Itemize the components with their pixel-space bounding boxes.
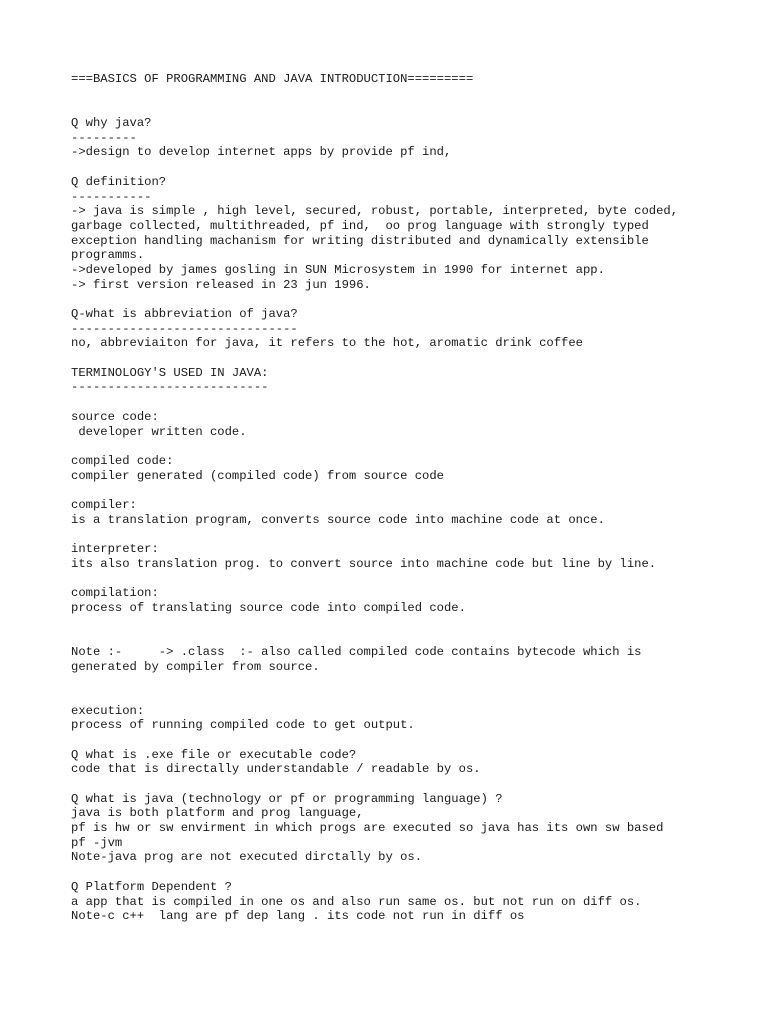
text-line: compiler generated (compiled code) from source code [71, 468, 444, 483]
blank-line [71, 87, 751, 102]
text-line: Note :- -> .class :- also called compiled code contains bytecode which is [71, 644, 642, 659]
text-line: ===BASICS OF PROGRAMMING AND JAVA INTRODUCTION========= [71, 72, 474, 86]
text-line: is a translation program, converts source code into machine code at once. [71, 512, 605, 527]
blank-line [71, 674, 751, 689]
blank-line [71, 395, 751, 410]
blank-line [71, 351, 751, 366]
text-line: execution: [71, 703, 145, 718]
text-line: -> first version released in 23 jun 1996. [71, 277, 371, 292]
text-line: compiler: [71, 497, 137, 512]
text-line: developer written code. [71, 424, 247, 439]
text-line: ->design to develop internet apps by provide pf ind, [71, 145, 452, 160]
text-line: exception handling machanism for writing distributed and dynamically extensible [71, 233, 649, 248]
text-line: --------------------------- [71, 380, 269, 395]
text-line: ->developed by james gosling in SUN Microsystem in 1990 for internet app. [71, 262, 605, 277]
text-line: -> java is simple , high level, secured, robust, portable, interpreted, byte coded, [71, 204, 679, 219]
document-text [71, 72, 751, 924]
text-line: no, abbreviaiton for java, it refers to the hot, aromatic drink coffee [71, 336, 583, 351]
blank-line [71, 733, 751, 748]
blank-line [71, 571, 751, 586]
text-line: process of running compiled code to get output. [71, 718, 415, 733]
blank-line [71, 865, 751, 880]
text-line: Note-java prog are not executed dirctally by os. [71, 850, 423, 865]
text-line: Q-what is abbreviation of java? [71, 307, 298, 321]
text-line: pf is hw or sw envirment in which progs are executed so java has its own sw based [71, 821, 664, 836]
text-line: its also translation prog. to convert source into machine code but line by line. [71, 556, 657, 571]
text-line: Q definition? [71, 174, 167, 189]
text-line: --------- [71, 130, 137, 145]
text-line: a app that is compiled in one os and also run same os. but not run on diff os. [71, 894, 642, 909]
text-line: source code: [71, 409, 159, 424]
blank-line [71, 630, 751, 645]
text-line: interpreter: [71, 542, 159, 556]
text-line: programms. [71, 248, 145, 263]
blank-line [71, 160, 751, 175]
blank-line [71, 292, 751, 307]
blank-line [71, 439, 751, 454]
text-line: Q what is .exe file or executable code? [71, 747, 357, 762]
text-line: Note-c c++ lang are pf dep lang . its code not run in diff os [71, 909, 525, 924]
text-line: java is both platform and prog language, [71, 806, 364, 821]
blank-line [71, 483, 751, 498]
blank-line [71, 615, 751, 630]
text-line: generated by compiler from source. [71, 659, 320, 674]
text-line: ------------------------------- [71, 321, 298, 336]
text-line: Q Platform Dependent ? [71, 879, 232, 894]
text-line: Q what is java (technology or pf or programming language) ? [71, 791, 503, 806]
blank-line [71, 777, 751, 792]
text-line: compiled code: [71, 453, 174, 468]
blank-line [71, 101, 751, 116]
text-line: pf -jvm [71, 835, 123, 850]
text-line: garbage collected, multithreaded, pf ind, oo prog language with strongly typed [71, 218, 649, 233]
text-line: Q why java? [71, 116, 152, 131]
text-line: code that is directally understandable / readable by os. [71, 762, 481, 777]
blank-line [71, 527, 751, 542]
text-line: compilation: [71, 586, 159, 601]
blank-line [71, 689, 751, 704]
text-line: ----------- [71, 189, 152, 204]
text-line: TERMINOLOGY'S USED IN JAVA: [71, 365, 269, 380]
text-line: process of translating source code into compiled code. [71, 600, 466, 615]
